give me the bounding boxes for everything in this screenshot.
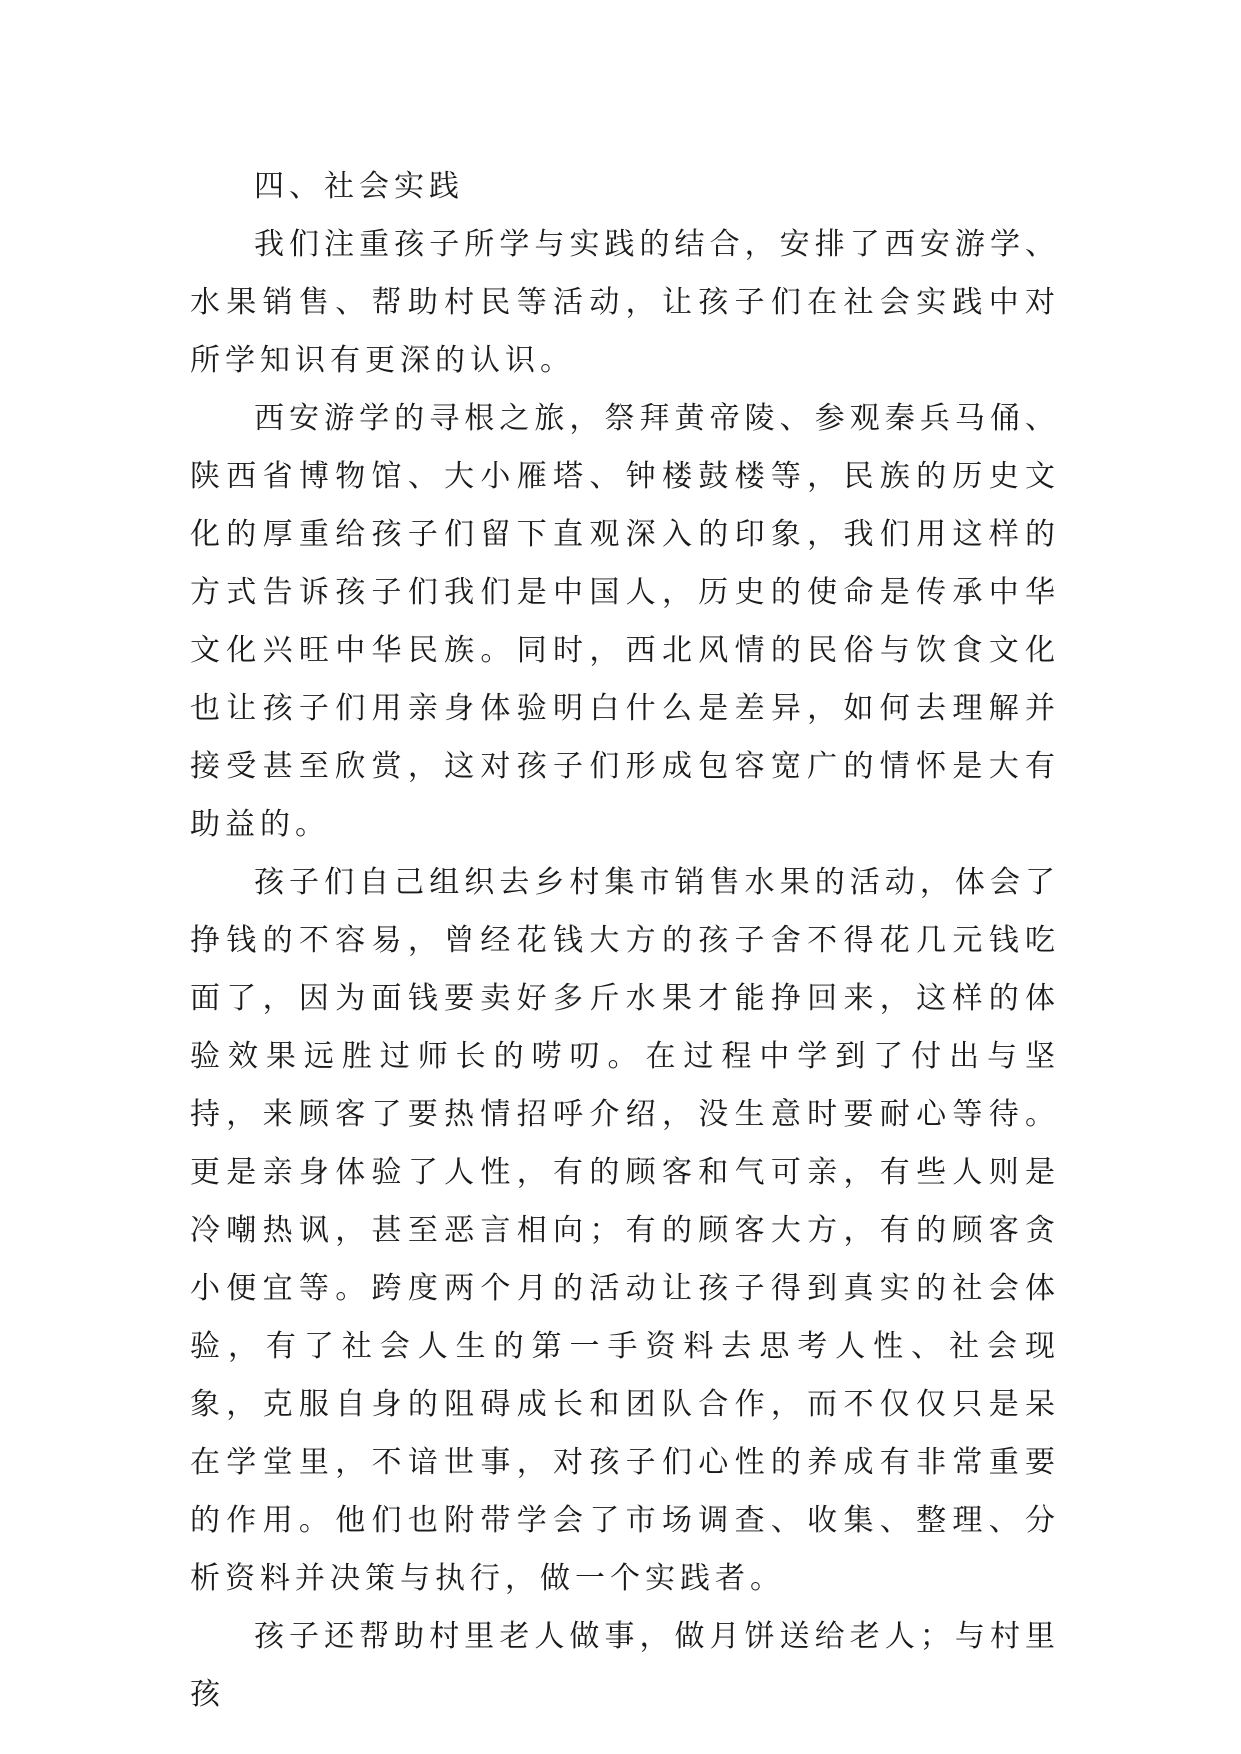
paragraph-helping-villagers: 孩子还帮助村里老人做事，做月饼送给老人；与村里孩 [190,1619,1060,1712]
section-heading: 四、社会实践 [254,169,464,204]
document-body [190,158,1060,1724]
paragraph-intro: 我们注重孩子所学与实践的结合，安排了西安游学、水果销售、帮助村民等活动，让孩子们在社会实践中对所学知识有更深的认识。 [190,227,1060,378]
paragraph-xian-study-tour: 西安游学的寻根之旅，祭拜黄帝陵、参观秦兵马俑、陕西省博物馆、大小雁塔、钟楼鼓楼等，民族的历史文化的厚重给孩子们留下直观深入的印象，我们用这样的方式告诉孩子们我们是中国人，历史的使命是传承中华文化兴旺中华民族。同时，西北风情的民俗与饮食文化也让孩子们用亲身体验明白什么是差异，如何去理解并接受甚至欣赏，这对孩子们形成包容宽广的情怀是大有助益的。 [190,401,1060,842]
paragraph-fruit-sales: 孩子们自己组织去乡村集市销售水果的活动，体会了挣钱的不容易，曾经花钱大方的孩子舍不得花几元钱吃面了，因为面钱要卖好多斤水果才能挣回来，这样的体验效果远胜过师长的唠叨。在过程中学到了付出与坚持，来顾客了要热情招呼介绍，没生意时要耐心等待。更是亲身体验了人性，有的顾客和气可亲，有些人则是冷嘲热讽，甚至恶言相向；有的顾客大方，有的顾客贪小便宜等。跨度两个月的活动让孩子得到真实的社会体验，有了社会人生的第一手资料去思考人性、社会现象，克服自身的阻碍成长和团队合作，而不仅仅只是呆在学堂里，不谙世事，对孩子们心性的养成有非常重要的作用。他们也附带学会了市场调查、收集、整理、分析资料并决策与执行，做一个实践者。 [190,865,1060,1596]
